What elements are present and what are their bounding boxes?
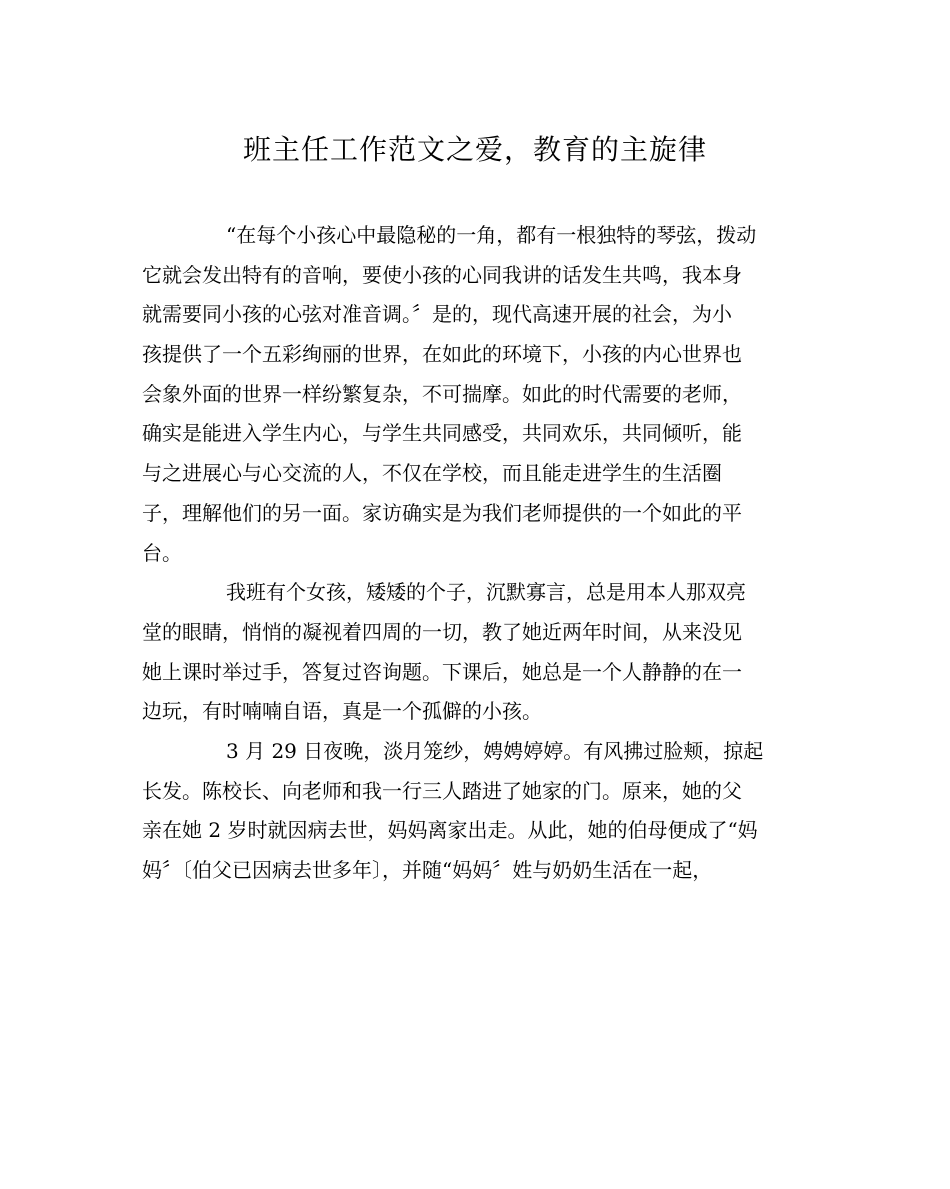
text-line: 确实是能进入学生内心，与学生共同感受，共同欢乐，共同倾听，能	[142, 421, 742, 446]
text-line: 3 月 29 日夜晚，淡月笼纱，娉娉婷婷。有风拂过脸颊，掠起	[226, 738, 764, 763]
text-line: 与之进展心与心交流的人，不仅在学校，而且能走进学生的生活圈	[142, 461, 722, 486]
text-line: 亲在她 2 岁时就因病去世，妈妈离家出走。从此，她的伯母便成了“妈	[142, 818, 758, 843]
text-line: 堂的眼睛，悄悄的凝视着四周的一切，教了她近两年时间，从来没见	[142, 619, 742, 644]
text-line: 会象外面的世界一样纷繁复杂，不可揣摩。如此的时代需要的老师，	[142, 381, 742, 406]
text-line: 孩提供了一个五彩绚丽的世界，在如此的环境下，小孩的内心世界也	[142, 342, 742, 367]
text-line: 它就会发出特有的音响，要使小孩的心同我讲的话发生共鸣，我本身	[142, 262, 742, 287]
paragraph	[142, 732, 802, 891]
text-line: 我班有个女孩，矮矮的个子，沉默寡言，总是用本人那双亮	[226, 580, 746, 605]
text-line: “在每个小孩心中最隐秘的一角，都有一根独特的琴弦，拨动	[226, 223, 757, 247]
text-line: 她上课时举过手，答复过咨询题。下课后，她总是一个人静静的在一	[142, 659, 742, 684]
paragraph	[142, 216, 802, 573]
text-line: 边玩，有时喃喃自语，真是一个孤僻的小孩。	[142, 699, 542, 724]
text-line: 妈〞〔伯父已因病去世多年〕，并随“妈妈〞姓与奶奶生活在一起，	[142, 858, 713, 882]
text-line: 长发。陈校长、向老师和我一行三人踏进了她家的门。原来，她的父	[142, 778, 742, 803]
paragraph	[142, 573, 802, 732]
document-body	[142, 216, 802, 891]
text-line: 就需要同小孩的心弦对准音调。〞是的，现代高速开展的社会，为小	[142, 302, 732, 327]
document-title: 班主任工作范文之爱，教育的主旋律	[242, 133, 707, 166]
text-line: 台。	[142, 540, 182, 565]
text-line: 子，理解他们的另一面。家访确实是为我们老师提供的一个如此的平	[142, 500, 742, 525]
